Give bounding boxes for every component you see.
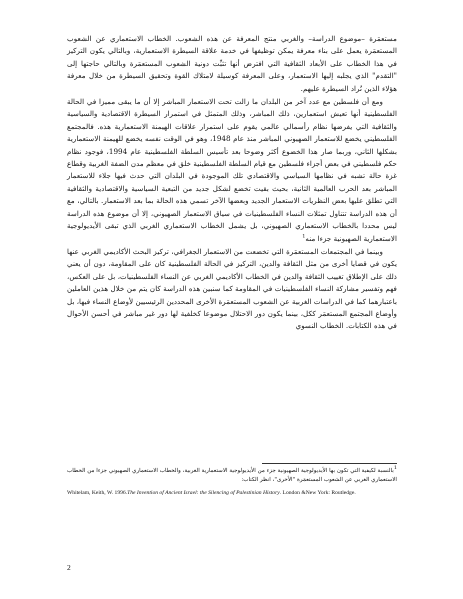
footnote-arabic [67,467,397,486]
citation-publisher: . London &New York: Routledge. [279,490,356,496]
footnote-reference[interactable]: 1 [302,233,306,240]
footnote-citation [67,489,397,498]
paragraph-2-text: ومع أن فلسطين مع عدد آخر من البلدان ما زالت تحت الاستعمار المباشر إلا أن ما يبقى مميزا في الحالة الفلسطينية أنها تعيش استعمارين، ذلك المباشر، وذلك المتمثل في استمرار السيطرة الاقتصادية والسياسية والثقافية التي يفرضها نظام رأسمالي عالمي يقوم على استمرار علاقات الهيمنة الاستعمارية هذه. فالمجتمع الفلسطيني يخضع للاستعمار الصهيوني المباشر منذ عام 1948، وهو في الوقت نفسه يخضع للهيمنة الاستعمارية بشكلها الثاني، وربما صار هذا الخضوع أكثر وضوحا بعد تأسيس السلطة الفلسطينية عام 1994، فوجود نظام حكم فلسطيني في بعض أجزاء فلسطين مع قيام السلطة الفلسطينية خلق في معظم مدن الضفة الغربية وقطاع غزة حالة تشبه في نظامها السياسي والاقتصادي تلك الموجودة في البلدان التي حدث فيها جلاء للاستعمار المباشر بعد الحرب العالمية الثانية، بحيث بقيت تخضع لشكل جديد من التبعية السياسية والاقتصادية والثقافية التي تطلق عليها بعض النظريات الاستعمار الجديد وبعضها الآخر تسمي هذه الحالة بما بعد الاستعمار. بالتالي، مع أن هذه الدراسة تتناول تمثلات النساء الفلسطينيات في سياق الاستعمار الصهيوني، إلا أن موضوع هذه الدراسة ليس محددا بالخطاب الاستعماري الصهيوني، بل يشمل الخطاب الاستعماري الغربي الذي تبقى الأيديولوجية الاستعمارية الصهيونية جزءا منه [67,97,398,243]
page-number: 2 [67,563,71,572]
footnote-arabic-text: بالنسبة لكيفية التي تكون بها الأيديولوجية الصهيونية جزء من الأيديولوجية الاستعمارية الغربية، والخطاب الاستعماري الصهيوني جزءا من الخطاب الاستعماري الغربي عن الشعوب المستعمَرة "الأخرى"، انظر الكتاب: [67,468,397,484]
citation-title: The Invention of Ancient Israel: the Silencing of Palestinian History [127,490,280,496]
paragraph-2 [67,96,397,245]
body-text [67,33,397,334]
footnote-marker: 1 [393,465,397,472]
paragraph-3: وبينما في المجتمعات المستعمَرة التي تخضعت من الاستعمار الجغرافي، تركيز البحث الأكاديمي الغربي عنها يكون في قضايا أخرى من مثل الثقافة والدين، التركيز في الحالة الفلسطينية كان على المقاومة، دون أن يعني ذلك على الإطلاق تغييب الثقافة والدين في الخطاب الأكاديمي الغربي عن النساء الفلسطينيات، بل على العكس، فهم وتفسير مشاركة النساء الفلسطينيات في المقاومة كما سنبين هذه الدراسة كان يتم من خلال هذين العاملين باعتبارهما كما في الدراسات الغربية عن الشعوب المستعمَرة الأخرى المحددين الرئيسيين لأوضاع النساء فيها، بل وأوضاع المجتمع المستعمَر ككل، بينما يكون دور الاحتلال موضوعا كخلفية لها دور غير مباشر في أحسن الأحوال في هذه الكتابات. الخطاب النسوي [67,246,397,331]
citation-author-year: Whitelam, Keith, W. 1996. [67,490,128,496]
paragraph-1: مستعمَرة –موضوع الدراسة– والغربي منتج المعرفة عن هذه الشعوب. الخطاب الاستعماري عن الشعوب المستعمَرة يعمل على بناء معرفة يمكن توظيفها في خدمة علاقة السيطرة الاستعمارية، وبالتالي يكون التركيز في هذا الخطاب على الأبعاد الثقافية التي افترض أنها تثبِّت دونية الشعوب المستعمَرة وبالتالي حاجتها إلى "التقدم" الذي يجلبه إليها الاستعمار، وعلى المعرفة كوسيلة لامتلاك القوة وتحقيق السيطرة من خلال معرفة هؤلاء الذين نُراد السيطرة عليهم. [67,34,397,93]
footnote-divider [262,463,397,464]
